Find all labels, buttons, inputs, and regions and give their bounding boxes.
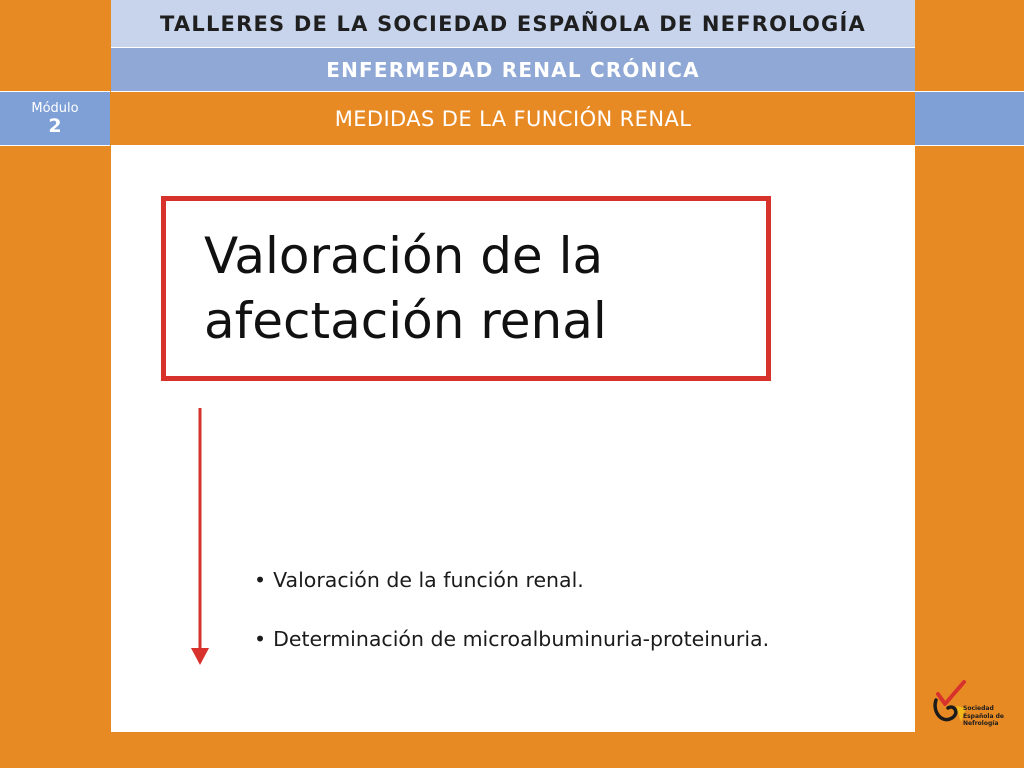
bullet-item: • Determinación de microalbuminuria-proteinuria. xyxy=(254,629,769,650)
slide-title-box xyxy=(161,196,771,381)
module-badge xyxy=(0,91,110,146)
module-label: Módulo xyxy=(31,100,79,116)
course-title: ENFERMEDAD RENAL CRÓNICA xyxy=(326,57,700,82)
logo-text: Sociedad Española de Nefrología xyxy=(963,705,1004,727)
series-title: TALLERES DE LA SOCIEDAD ESPAÑOLA DE NEFROLOGÍA xyxy=(160,11,866,36)
module-number: 2 xyxy=(48,114,62,137)
down-arrow-icon xyxy=(189,408,211,668)
bullet-item: • Valoración de la función renal. xyxy=(254,570,769,591)
slide-content xyxy=(111,146,915,732)
topic-title: MEDIDAS DE LA FUNCIÓN RENAL xyxy=(334,106,692,131)
series-header xyxy=(111,0,915,47)
header-side-tab xyxy=(915,91,1024,146)
slide-title: Valoración de la afectación renal xyxy=(204,226,607,350)
topic-header xyxy=(111,91,915,146)
society-logo xyxy=(930,678,1020,738)
course-header xyxy=(111,47,915,91)
bullet-list xyxy=(254,570,769,649)
